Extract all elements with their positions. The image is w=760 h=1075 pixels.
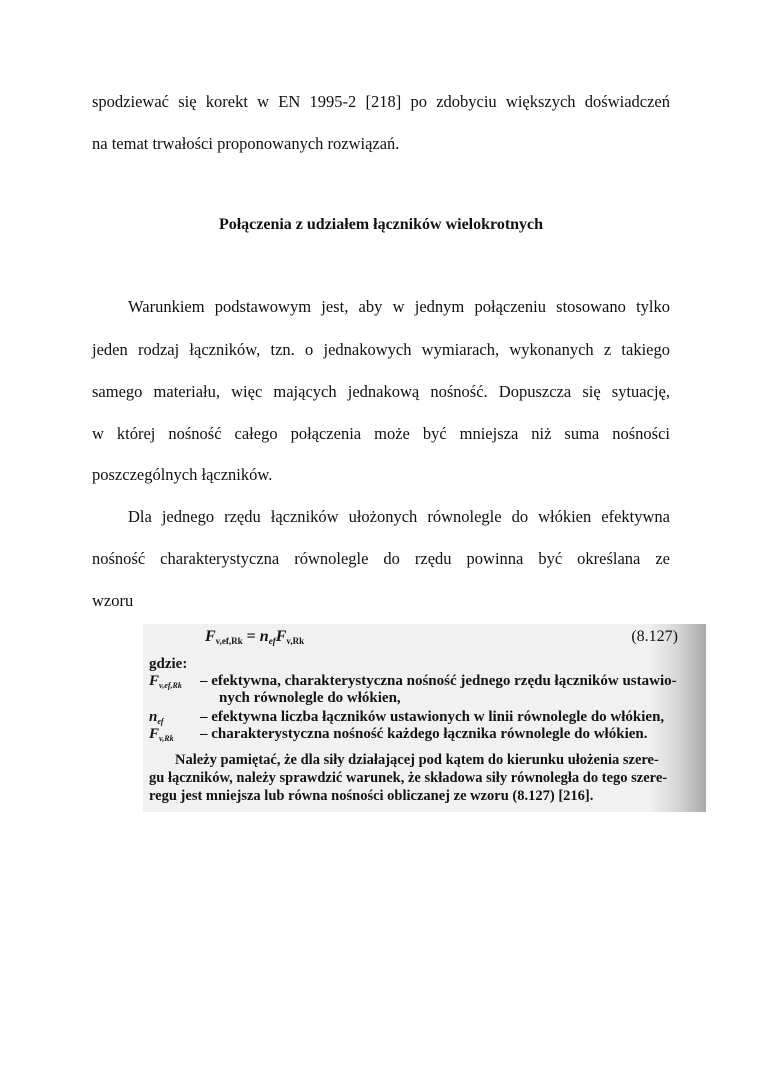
paragraph2-line1: Warunkiem podstawowym jest, aby w jednym połączeniu stosowano tylko — [128, 297, 670, 316]
def3-symbol-sub: v,Rk — [159, 734, 174, 743]
paragraph1-line2: na temat trwałości proponowanych rozwiązań. — [92, 134, 400, 153]
formula-equals: = — [242, 628, 260, 645]
formula-lhs-sub: v,ef,Rk — [215, 636, 243, 646]
paragraph1-line1: spodziewać się korekt w EN 1995-2 [218] po zdobyciu większych doświadczeń — [92, 92, 670, 111]
paragraph2-line4: w której nośność całego połączenia może być mniejsza niż suma nośności — [92, 424, 670, 443]
paragraph3-line1: Dla jednego rzędu łączników ułożonych równolegle do włókien efektywna — [128, 507, 670, 526]
def3-symbol-letter: F — [149, 726, 160, 742]
formula-n: n — [259, 628, 269, 645]
def1-symbol — [149, 673, 182, 694]
equation-number: (8.127) — [631, 628, 678, 645]
section-heading: Połączenia z udziałem łączników wielokrotnych — [218, 216, 544, 233]
def2-symbol-sub: ef — [157, 717, 164, 726]
note-line2: gu łączników, należy sprawdzić warunek, że składowa siły równoległa do tego szere- — [149, 770, 668, 786]
formula-lhs: F — [205, 628, 216, 645]
note-line1: Należy pamiętać, że dla siły działającej pod kątem do kierunku ułożenia szere- — [175, 752, 659, 768]
def3-symbol — [149, 726, 174, 747]
paragraph3-line3: wzoru — [92, 591, 134, 610]
scanned-excerpt — [143, 624, 706, 812]
formula-f-sub: v,Rk — [286, 636, 305, 646]
note-line3: regu jest mniejsza lub równa nośności obliczanej ze wzoru (8.127) [216]. — [149, 788, 594, 804]
formula-8-127 — [205, 628, 304, 650]
where-label: gdzie: — [149, 656, 188, 672]
def2-symbol-letter: n — [149, 709, 158, 725]
def1-symbol-sub: v,ef,Rk — [159, 681, 182, 690]
def3-text: – charakterystyczna nośność każdego łącznika równolegle do włókien. — [200, 726, 648, 742]
paragraph2-line5: poszczególnych łączników. — [92, 465, 273, 484]
paragraph2-line3: samego materiału, więc mających jednakową nośność. Dopuszcza się sytuację, — [92, 382, 670, 401]
paragraph2-line2: jeden rodzaj łączników, tzn. o jednakowych wymiarach, wykonanych z takiego — [92, 340, 670, 359]
def1-symbol-letter: F — [149, 673, 160, 689]
def1-text: – efektywna, charakterystyczna nośność jednego rzędu łączników ustawio- — [200, 673, 677, 689]
formula-n-sub: ef — [268, 636, 276, 646]
formula-f: F — [275, 628, 287, 645]
def1-continuation: nych równolegle do włókien, — [219, 690, 401, 706]
def2-text: – efektywna liczba łączników ustawionych w linii równolegle do włókien, — [200, 709, 665, 725]
paragraph3-line2: nośność charakterystyczna równolegle do rzędu powinna być określana ze — [92, 549, 670, 568]
